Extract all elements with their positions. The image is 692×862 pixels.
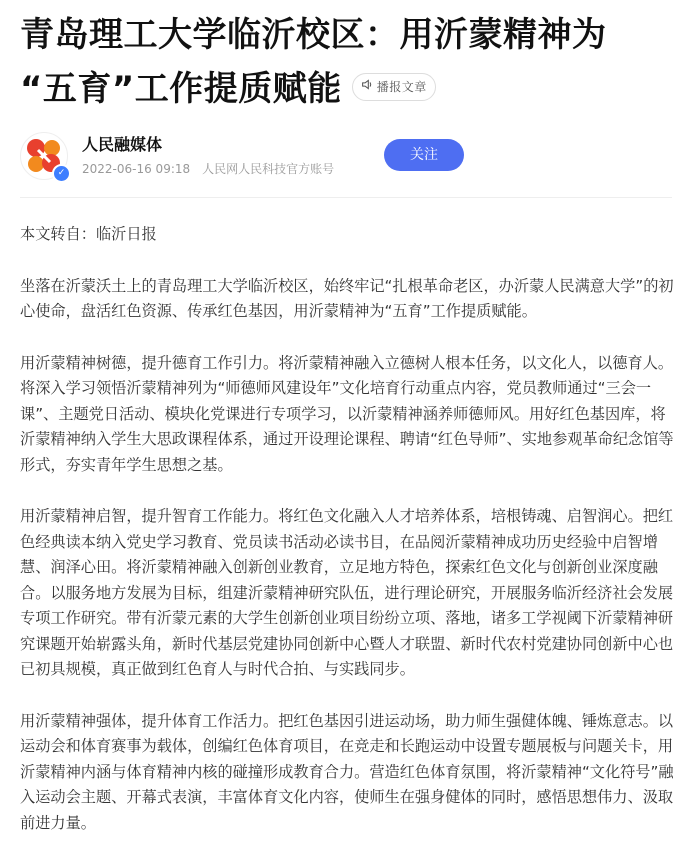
article-title [20, 8, 680, 116]
author-meta [82, 160, 334, 177]
author-name[interactable]: 人民融媒体 [82, 135, 163, 154]
broadcast-button[interactable] [352, 73, 436, 101]
article-paragraph: 用沂蒙精神启智，提升智育工作能力。将红色文化融入人才培养体系，培根铸魂、启智润心。把红色经典读本纳入党史学习教育、党员读书活动必读书目，在品阅沂蒙精神成功历史经验中启智增慧、润泽心田。将沂蒙精神融入创新创业教育，立足地方特色，探索红色文化与创新创业深度融合。以服务地方发展为目标，组建沂蒙精神研究队伍，进行理论研究，开展服务临沂经济社会发展专项工作研究。带有沂蒙元素的大学生创新创业项目纷纷立项、落地，诸多工学视阈下沂蒙精神研究课题开始崭露头角，新时代基层党建协同创新中心暨人才联盟、新时代农村党建协同创新中心也已初具规模，真正做到红色育人与时代合拍、与实践同步。 [20, 507, 674, 678]
verified-badge-icon: ✓ [52, 164, 71, 183]
author-bar [20, 130, 680, 182]
article-paragraph: 坐落在沂蒙沃土上的青岛理工大学临沂校区，始终牢记“扎根革命老区，办沂蒙人民满意大学”的初心使命，盘活红色资源、传承红色基因，用沂蒙精神为“五育”工作提质赋能。 [20, 276, 674, 320]
speaker-icon [361, 60, 374, 114]
broadcast-label: 播报文章 [376, 79, 427, 94]
article-paragraph: 用沂蒙精神树德，提升德育工作引力。将沂蒙精神融入立德树人根本任务，以文化人，以德育人。将深入学习领悟沂蒙精神列为“师德师风建设年”文化培育行动重点内容，党员教师通过“三会一课”、主题党日活动、模块化党课进行专项学习，以沂蒙精神涵养师德师风。用好红色基因库，将沂蒙精神纳入学生大思政课程体系，通过开设理论课程、聘请“红色导师”、实地参观革命纪念馆等形式，夯实青年学生思想之基。 [20, 353, 674, 474]
article-title-line-1: 青岛理工大学临沂校区：用沂蒙精神为 [20, 15, 607, 55]
article-body [20, 222, 680, 862]
follow-button[interactable]: 关注 [384, 139, 464, 171]
article-source: 本文转自：临沂日报 [20, 225, 157, 243]
divider [20, 197, 672, 198]
article-paragraph: 用沂蒙精神强体，提升体育工作活力。把红色基因引进运动场，助力师生强健体魄、锤炼意志。以运动会和体育赛事为载体，创编红色体育项目，在竞走和长跑运动中设置专题展板与问题关卡，用沂蒙精神内涵与体育精神内核的碰撞形成教育合力。营造红色体育氛围，将沂蒙精神“文化符号”融入运动会主题、开幕式表演，丰富体育文化内容，使师生在强身健体的同时，感悟思想伟力、汲取前进力量。 [20, 711, 674, 832]
author-account: 人民网人民科技官方账号 [202, 162, 335, 176]
article-header [20, 8, 680, 116]
article-title-line-2-text: “五育”工作提质赋能 [20, 69, 342, 109]
avatar[interactable] [20, 132, 68, 180]
publish-date: 2022-06-16 09:18 [82, 162, 191, 176]
article-title-line-2 [20, 62, 680, 116]
